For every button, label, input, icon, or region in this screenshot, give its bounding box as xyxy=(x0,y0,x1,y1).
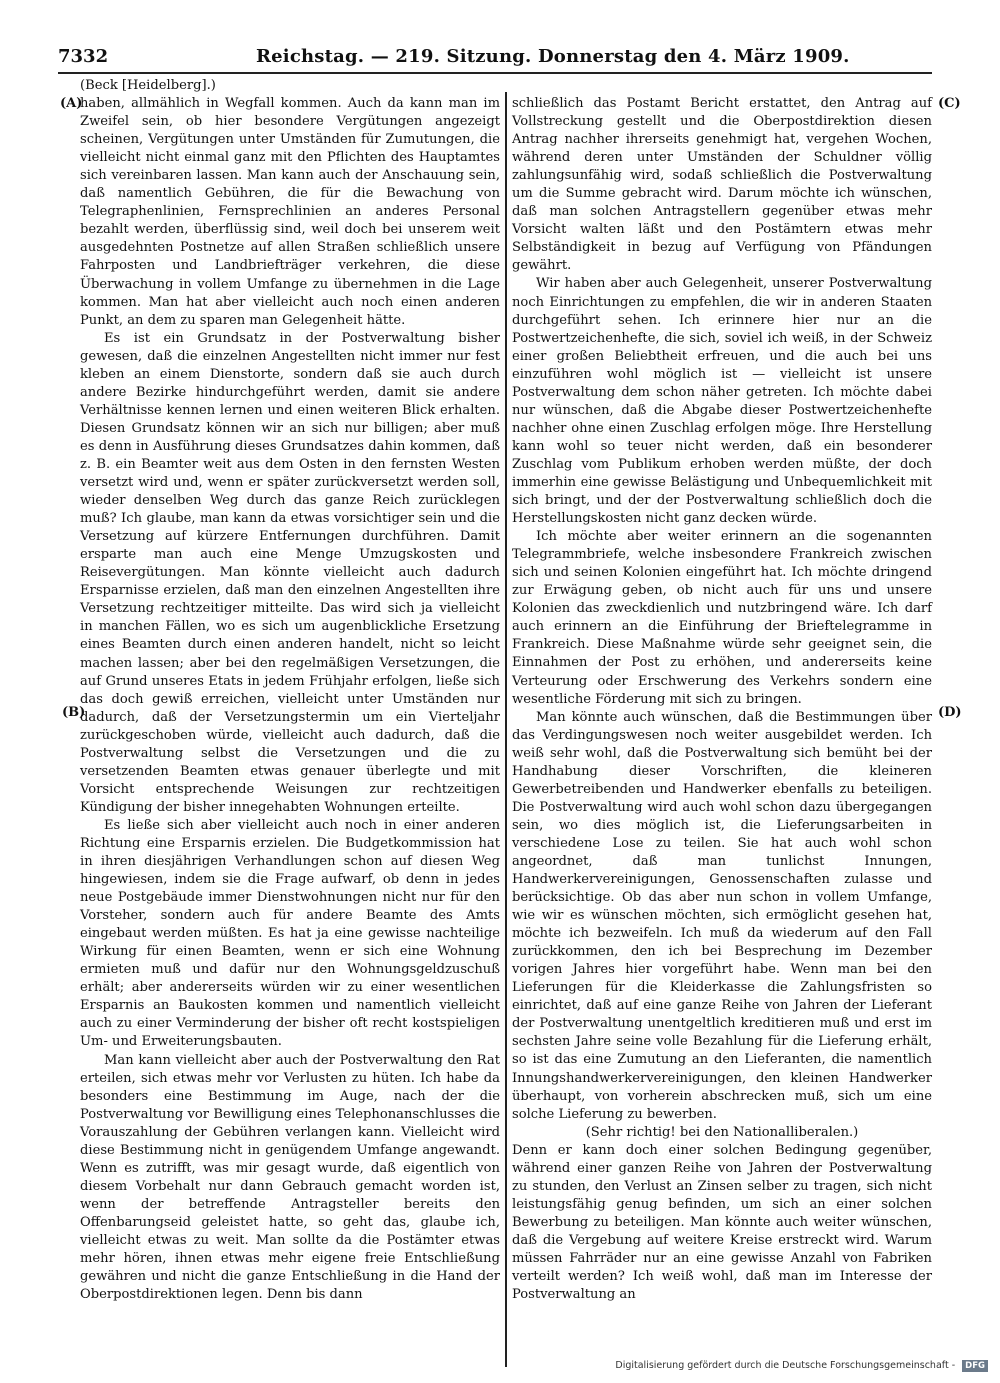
page-header xyxy=(58,44,932,72)
footer-text: Digitalisierung gefördert durch die Deutsche Forschungsgemeinschaft - xyxy=(615,1360,956,1371)
left-column xyxy=(80,77,500,1304)
paragraph: haben, allmählich in Wegfall kommen. Auch da kann man im Zweifel sein, ob hier besondere Vergütungen angezeigt scheinen, Vergütungen unter Umständen für Zumutungen, die vielleicht nicht einmal ganz mit den Pflichten des Hauptamtes sich vereinbaren lassen. Man kann auch der Anschauung sein, daß namentlich Gebühren, die für die Bewachung von Telegraphenlinien, Fernsprechlinien an anderes Personal bezahlt werden, überflüssig sind, weil doch bei unserem weit ausgedehnten Postnetze auf allen Straßen schließlich unsere Fahrposten und Landbriefträger verkehren, die diese Überwachung in vollem Umfange zu übernehmen in die Lage kommen. Man hat aber vielleicht auch noch einen anderen Punkt, an dem zu sparen man Gelegenheit hätte. xyxy=(80,96,500,328)
right-column xyxy=(512,95,932,1304)
margin-marker-d: (D) xyxy=(938,705,962,720)
dfg-logo: DFG xyxy=(962,1360,988,1372)
running-title: Reichstag. — 219. Sitzung. Donnerstag den 4. März 1909. xyxy=(256,46,850,67)
paragraph: Man könnte auch wünschen, daß die Bestimmungen über das Verdingungswesen noch weiter ausgebildet werden. Ich weiß sehr wohl, daß die Postverwaltung sich bemüht bei der Handhabung dieser Vorschriften, die kleineren Gewerbetreibenden und Handwerker ebenfalls zu beteiligen. Die Postverwaltung wird auch wohl schon dazu übergegangen sein, wo dies möglich ist, die Lieferungsarbeiten in verschiedene Lose zu teilen. Sie hat auch wohl schon angeordnet, daß man tunlichst Innungen, Handwerkervereinigungen, Genossenschaften zulasse und berücksichtige. Ob das aber nun schon in vollem Umfange, wie wir es wünschen möchten, sich ermöglicht gesehen hat, möchte ich bezweifeln. Ich muß da wiederum auf den Fall zurückkommen, den ich bei Besprechung im Dezember vorigen Jahres hier vorgeführt habe. Wenn man bei den Lieferungen für die Kleiderkasse die Zahlungsfristen so einrichtet, daß auf eine ganze Reihe von Jahren der Lieferant der Postverwaltung unentgeltlich kreditieren muß und erst im sechsten Jahre seine volle Bezahlung für die Lieferung erhält, so ist das eine Zumutung an den Lieferanten, die namentlich Innungshandwerkervereinigungen, den kleinen Handwerker überhaupt, von vorherein abschrecken muß, sich um eine solche Lieferung zu bewerben. xyxy=(512,709,932,1122)
paragraph: schließlich das Postamt Bericht erstattet, den Antrag auf Vollstreckung gestellt und die Oberpostdirektion diesen Antrag nachher ihrerseits genehmigt hat, vergehen Wochen, während deren unter Umständen der Schuldner völlig zahlungsunfähig wird, sodaß schließlich die Postverwaltung um die Summe gebracht wird. Darum möchte ich wünschen, daß man solchen Antragstellern gegenüber etwas mehr Vorsicht walten läßt und den Postämtern etwas mehr Selbständigkeit in bezug auf Verfügung von Pfändungen gewährt. xyxy=(512,96,932,274)
paragraph: Denn er kann doch einer solchen Bedingung gegenüber, während einer ganzen Reihe von Jahren der Postverwaltung zu stunden, den Verlust an Zinsen selber zu tragen, sich nicht leistungsfähig genug befinden, um sich an einer solchen Bewerbung zu beteiligen. Man könnte auch weiter wünschen, daß die Vergebung auf weitere Kreise erstreckt wird. Warum müssen Fahrräder nur an eine gewisse Anzahl von Fabriken verteilt werden? Ich weiß wohl, daß man im Interesse der Postverwaltung an xyxy=(512,1142,932,1303)
page-number: 7332 xyxy=(58,46,109,67)
margin-marker-c: (C) xyxy=(938,96,961,111)
paragraph: Ich möchte aber weiter erinnern an die sogenannten Telegrammbriefe, welche insbesondere Frankreich zwischen sich und seinen Kolonien eingeführt hat. Ich möchte dringend zur Erwägung geben, ob nicht auch für uns und unsere Kolonien das zweckdienlich und nutzbringend wäre. Ich darf auch erinnern an die Einführung der Brieftelegramme in Frankreich. Diese Maßnahme würde sehr geeignet sein, die Einnahmen der Post zu erhöhen, und andererseits keine Verteurung oder Erschwerung des Verkehrs sondern eine wesentliche Förderung mit sich zu bringen. xyxy=(512,529,932,707)
paragraph: Es ist ein Grundsatz in der Postverwaltung bisher gewesen, daß die einzelnen Angestellten nicht immer nur fest kleben an einem Dienstorte, sondern daß sie auch durch andere Bezirke hindurchgeführt werden, damit sie andere Verhältnisse kennen lernen und einen weiteren Blick erhalten. Diesen Grundsatz können wir an sich nur billigen; aber muß es denn in Ausführung dieses Grundsatzes dahin kommen, daß z. B. ein Beamter weit aus dem Osten in den fernsten Westen versetzt wird und, wenn er später zurückversetzt werden soll, wieder denselben Weg durch das ganze Reich zurücklegen muß? Ich glaube, man kann da etwas vorsichtiger sein und die Versetzung auf kürzere Entfernungen durchführen. Damit ersparte man auch eine Menge Umzugskosten und Reisevergütungen. Man könnte vielleicht auch dadurch Ersparnisse erzielen, daß man den einzelnen Angestellten ihre Versetzung rechtzeitiger mitteilte. Das wird sich ja vielleicht in manchen Fällen, wo es sich um augenblickliche Ersetzung eines Beamten durch einen anderen handelt, nicht so leicht machen lassen; aber bei den regelmäßigen Versetzungen, die auf Grund unseres Etats in jedem Frühjahr erfolgen, ließe sich das doch gewiß erreichen, vielleicht unter Umständen nur dadurch, daß der Versetzungstermin um ein Vierteljahr zurückgeschoben würde, vielleicht auch dadurch, daß die Postverwaltung selbst die Versetzungen und die zu versetzenden Beamten etwas genauer überlegte und mit Vorsicht entsprechende Weisungen zur rechtzeitigen Kündigung der bisher innegehabten Wohnungen erteilte. xyxy=(80,330,500,815)
interjection: (Sehr richtig! bei den Nationalliberalen.) xyxy=(585,1124,859,1140)
margin-marker-a: (A) xyxy=(60,96,83,111)
speaker-label: (Beck [Heidelberg].) xyxy=(80,78,216,93)
paragraph: Es ließe sich aber vielleicht auch noch in einer anderen Richtung eine Ersparnis erzielen. Die Budgetkommission hat in ihren diesjährigen Verhandlungen schon auf diesen Weg hingewiesen, indem sie die Frage aufwarf, ob denn in jedes neue Postgebäude immer Dienstwohnungen nicht nur für den Vorsteher, sondern auch für andere Beamte des Amts eingebaut werden müßten. Es hat ja eine gewisse nachteilige Wirkung für einen Beamten, wenn er sich eine Wohnung ermieten muß und dafür nur den Wohnungsgeldzuschuß erhält; aber andererseits würden wir zu einer wesentlichen Ersparnis an Baukosten kommen und namentlich vielleicht auch zu einer Verminderung der bisher oft recht kostspieligen Um- und Erweiterungsbauten. xyxy=(80,817,500,1050)
paragraph: Man kann vielleicht aber auch der Postverwaltung den Rat erteilen, sich etwas mehr vor Verlusten zu hüten. Ich habe da besonders eine Bestimmung im Auge, nach der die Postverwaltung vor Bewilligung eines Telephonanschlusses die Vorauszahlung der Gebühren verlangen kann. Vielleicht wird diese Bestimmung nicht in genügendem Umfange angewandt. Wenn es zutrifft, was mir gesagt wurde, daß eigentlich von diesem Vorbehalt nur dann Gebrauch gemacht worden ist, wenn der betreffende Antragsteller bereits den Offenbarungseid geleistet hatte, so geht das, glaube ich, vielleicht etwas zu weit. Man sollte da die Postämter etwas mehr hören, ihnen etwas mehr eigene freie Entschließung gewähren und nicht die ganze Entschließung in die Hand der Oberpostdirektionen legen. Denn bis dann xyxy=(80,1052,500,1303)
margin-marker-b: (B) xyxy=(62,705,86,720)
paragraph: Wir haben aber auch Gelegenheit, unserer Postverwaltung noch Einrichtungen zu empfehlen, die wir in anderen Staaten durchgeführt sehen. Ich erinnere hier nur an die Postwertzeichenhefte, die sich, soviel ich weiß, in der Schweiz einer großen Beliebtheit erfreuen, und die auch bei uns einzuführen wohl möglich ist — vielleicht ist unsere Postverwaltung dem schon näher getreten. Ich möchte dabei nur wünschen, daß die Abgabe dieser Postwertzeichenhefte nachher ohne einen Zuschlag erfolgen möge. Ihre Herstellung kann wohl so teuer nicht werden, daß ein besonderer Zuschlag vom Publikum erhoben werden müßte, der doch immerhin eine gewisse Belästigung und Unbequemlichkeit mit sich bringt, und der der Postverwaltung schließlich doch die Herstellungskosten nicht ganz decken würde. xyxy=(512,276,932,527)
footer-credit xyxy=(615,1360,988,1372)
column-divider xyxy=(505,92,507,1367)
header-rule xyxy=(58,72,932,74)
